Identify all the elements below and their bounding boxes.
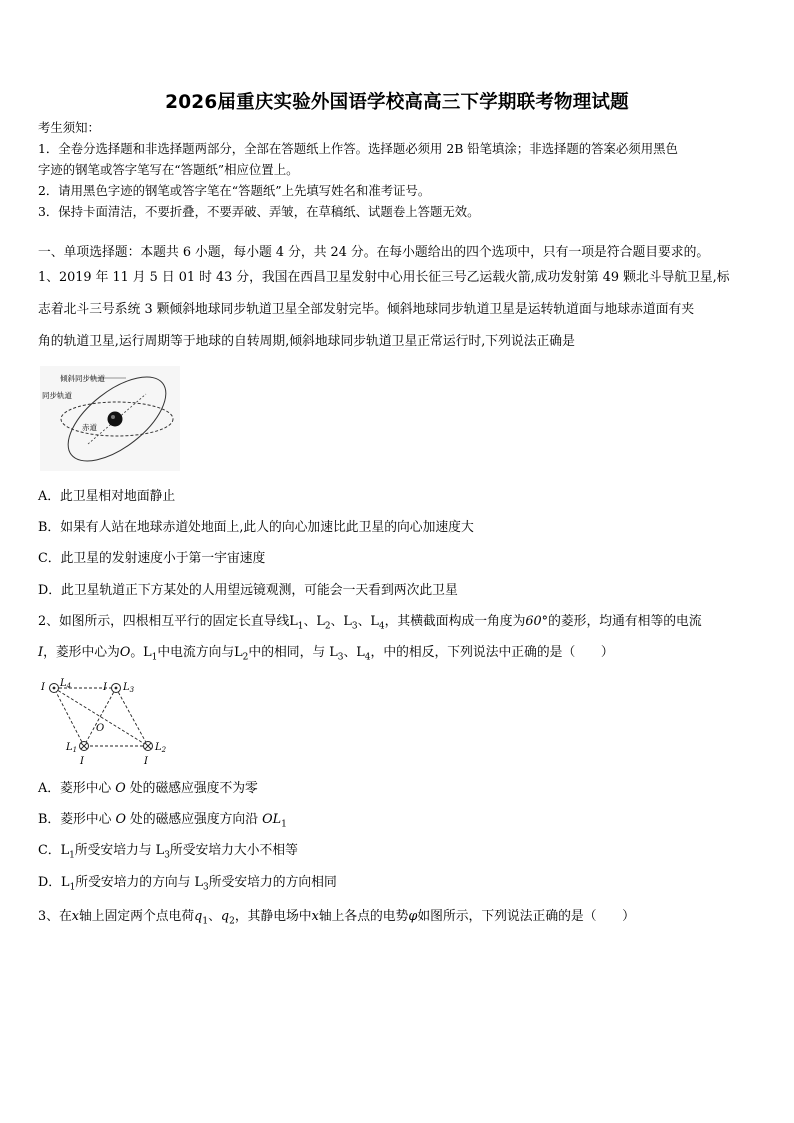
page-title: 2026届重庆实验外国语学校高高三下学期联考物理试题 [165, 92, 629, 113]
label-current-l3: I [103, 682, 107, 693]
q3-line-1: 3、在x轴上固定两个点电荷$q_1$、$q_2$，其静电场中x轴上各点的电势φ如图所示，下列说法正确的是（ ） [38, 909, 635, 927]
q1-orbit-figure [40, 366, 180, 471]
q1-option-c: C．此卫星的发射速度小于第一宇宙速度 [38, 551, 266, 566]
section-heading: 一、单项选择题：本题共 6 小题，每小题 4 分，共 24 分。在每小题给出的四个选项中，只有一项是符合题目要求的。 [38, 245, 710, 260]
label-l3: $L_3$ [123, 682, 135, 694]
label-sync-orbit: 同步轨道 [42, 391, 72, 400]
q1-line-1: 1、2019 年 11 月 5 日 01 时 43 分，我国在西昌卫星发射中心用长征三号乙运载火箭,成功发射第 49 颗北斗导航卫星,标 [38, 270, 730, 285]
q2-option-c: C．$L_1$所受安培力与 $L_3$所受安培力大小不相等 [38, 843, 298, 861]
q2-line-1: 2、如图所示，四根相互平行的固定长直导线$L_1$、$L_2$、$L_3$、$L_4$，其横截面构成一角度为60°的菱形，均通有相等的电流 [38, 614, 702, 632]
notice-line-3: 2．请用黑色字迹的钢笔或答字笔在“答题纸”上先填写姓名和准考证号。 [38, 183, 431, 198]
notice-line-1: 1．全卷分选择题和非选择题两部分，全部在答题纸上作答。选择题必须用 2B 铅笔填涂；非选择题的答案必须用黑色 [38, 141, 678, 156]
q2-option-d: D．$L_1$所受安培力的方向与 $L_3$所受安培力的方向相同 [38, 875, 337, 893]
label-equator: 赤道 [82, 423, 97, 432]
q1-option-b: B．如果有人站在地球赤道处地面上,此人的向心加速比此卫星的向心加速度大 [38, 520, 474, 535]
label-current-l1: I [80, 756, 84, 767]
q2-option-b: B．菱形中心 O 处的磁感应强度方向沿 $OL_1$ [38, 812, 287, 830]
label-center-o: O [96, 723, 105, 734]
notice-line-4: 3．保持卡面清洁，不要折叠，不要弄破、弄皱，在草稿纸、试题卷上答题无效。 [38, 204, 480, 219]
label-current-l4: I [41, 682, 45, 693]
notice-line-2: 字迹的钢笔或答字笔写在“答题纸”相应位置上。 [38, 162, 299, 177]
label-l4: $L_4$ [60, 678, 72, 690]
q1-line-3: 角的轨道卫星,运行周期等于地球的自转周期,倾斜地球同步轨道卫星正常运行时,下列说法正确是 [38, 334, 575, 349]
q2-option-a: A．菱形中心 O 处的磁感应强度不为零 [38, 781, 258, 796]
label-tilted-orbit: 倾斜同步轨道 [60, 374, 105, 383]
q2-line-2: I，菱形中心为O。$L_1$中电流方向与$L_2$中的相同，与 $L_3$、$L_4$，中的相反，下列说法中正确的是（ ） [38, 645, 614, 663]
notice-heading: 考生须知： [38, 120, 100, 135]
q2-rhombus-figure [40, 676, 170, 768]
q1-line-2: 志着北斗三号系统 3 颗倾斜地球同步轨道卫星全部发射完毕。倾斜地球同步轨道卫星是运转轨道面与地球赤道面有夹 [38, 302, 695, 317]
q1-option-a: A．此卫星相对地面静止 [38, 489, 176, 504]
q1-option-d: D．此卫星轨道正下方某处的人用望远镜观测，可能会一天看到两次此卫星 [38, 583, 458, 598]
earth-icon [108, 412, 123, 427]
label-l2: $L_2$ [155, 742, 167, 754]
label-current-l2: I [144, 756, 148, 767]
label-l1: $L_1$ [66, 742, 78, 754]
